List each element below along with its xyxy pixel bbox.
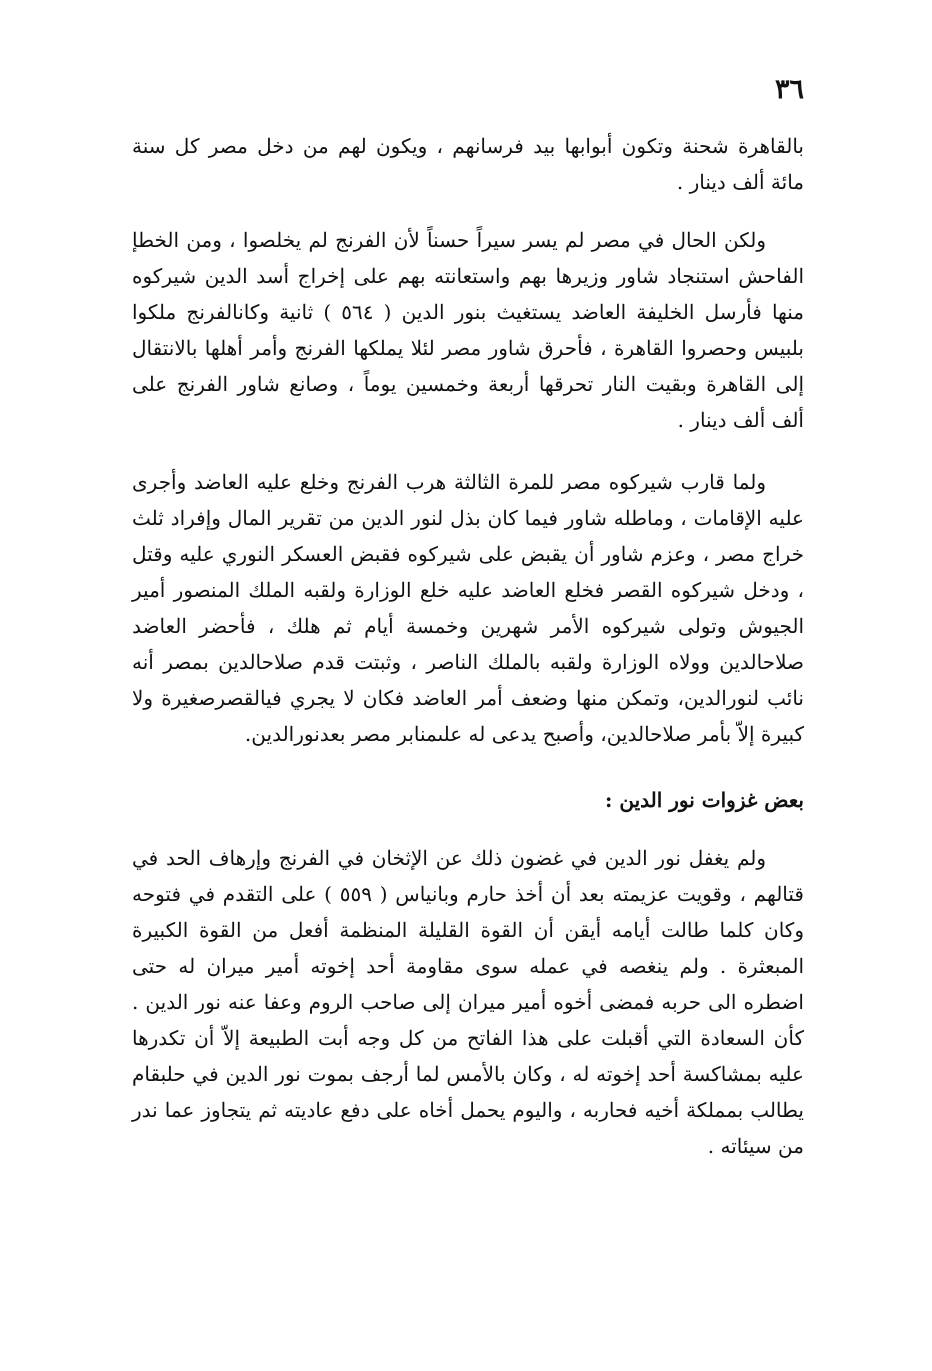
paragraph-2: ولكن الحال في مصر لم يسر سيراً حسناً لأن الفرنج لم يخلصوا ، ومن الخطإ الفاحش استنجاد شاور وزيرها بهم واستعانته بهم على إخراج أسد الدين شيركوه منها فأرسل الخليفة العاضد يستغيث بنور الدين ( ٥٦٤ ) ثانية وكانالفرنج ملكوا بلبيس وحصروا القاهرة ، فأحرق شاور مصر لئلا يملكها الفرنج وأمر أهلها بالانتقال إلى القاهرة وبقيت النار تحرقها أربعة وخمسين يوماً ، وصانع شاور الفرنج على ألف ألف دينار . [132, 228, 805, 432]
section-heading: بعض غزوات نور الدين : [605, 788, 804, 812]
paragraph-3: ولما قارب شيركوه مصر للمرة الثالثة هرب الفرنج وخلع عليه العاضد وأجرى عليه الإقامات ، وماطله شاور فيما كان بذل لنور الدين من تقرير المال وإفراد ثلث خراج مصر ، وعزم شاور أن يقبض على شيركوه فقبض العسكر النوري عليه وقتل ، ودخل شيركوه القصر فخلع العاضد عليه خلع الوزارة ولقبه الملك المنصور أمير الجيوش وتولى شيركوه الأمر شهرين وخمسة أيام ثم هلك ، فأحضر العاضد صلاحالدين وولاه الوزارة ولقبه بالملك الناصر ، وثبتت قدم صلاحالدين بمصر أنه نائب لنورالدين، وتمكن منها وضعف أمر العاضد فكان لا يجري فيالقصرصغيرة ولا كبيرة إلاّ بأمر صلاحالدين، وأصبح يدعى له علىمنابر مصر بعدنورالدين. [132, 470, 805, 746]
section-paragraph: ولم يغفل نور الدين في غضون ذلك عن الإثخان في الفرنج وإرهاف الحد في قتالهم ، وقويت عزيمته بعد أن أخذ حارم وبانياس ( ٥٥٩ ) على التقدم في فتوحه وكان كلما طالت أيامه أيقن أن القوة القليلة المنظمة أفعل من القوة الكبيرة المبعثرة . ولم ينغصه في عمله سوى مقاومة أحد إخوته أمير ميران له حتى اضطره الى حربه فمضى أخوه أمير ميران إلى صاحب الروم وعفا عنه نور الدين . كأن السعادة التي أقبلت على هذا الفاتح من كل وجه أبت الطبيعة إلاّ أن تكدرها عليه بمشاكسة أحد إخوته له ، وكان بالأمس لما أرجف بموت نور الدين في حلبقام يطالب بمملكة أخيه فحاربه ، واليوم يحمل أخاه على دفع عاديته ثم يتجاوز عما ندر من سيئاته . [132, 846, 804, 1158]
paragraph-1: بالقاهرة شحنة وتكون أبوابها بيد فرسانهم ، ويكون لهم من دخل مصر كل سنة مائة ألف دينار . [132, 134, 804, 194]
page-number: ٣٦ [774, 74, 804, 105]
page-body [132, 128, 804, 1164]
